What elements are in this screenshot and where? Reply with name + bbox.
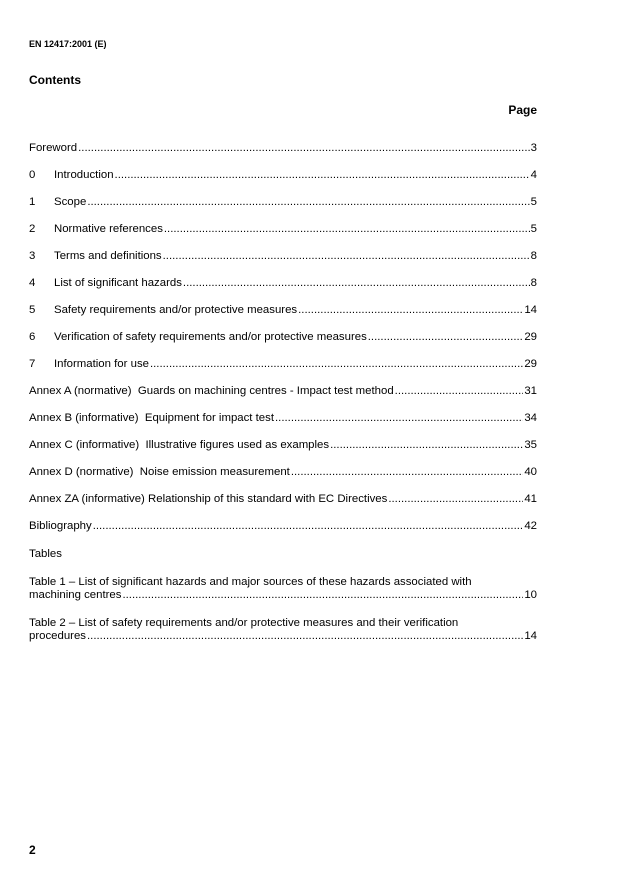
toc-entry-annex-d[interactable] <box>29 466 537 493</box>
dot-leader <box>330 439 523 452</box>
tables-heading: Tables <box>29 548 62 560</box>
toc-entry-page: 35 <box>524 439 537 451</box>
dot-leader <box>87 630 523 643</box>
dot-leader <box>183 277 530 290</box>
toc-entry-title: Foreword <box>29 142 78 154</box>
toc-entry-terms-definitions[interactable] <box>29 250 537 277</box>
toc-entry-title: Terms and definitions <box>54 250 162 262</box>
toc-entry-number: 0 <box>29 169 36 181</box>
contents-title: Contents <box>29 73 81 87</box>
toc-entry-title: Annex B (informative) Equipment for impact test <box>29 412 274 424</box>
toc-entry-verification[interactable] <box>29 331 537 358</box>
dot-leader <box>164 223 530 236</box>
dot-leader <box>93 520 524 533</box>
dot-leader <box>291 466 524 479</box>
table-entry-title: Table 2 – List of safety requirements and/or protective measures and their verification <box>29 617 459 629</box>
toc-entry-annex-za[interactable] <box>29 493 537 520</box>
toc-entry-number: 1 <box>29 196 36 208</box>
toc-entry-scope[interactable] <box>29 196 537 223</box>
toc-entry-page: 5 <box>530 223 537 235</box>
dot-leader <box>388 493 523 506</box>
toc-entry-page: 29 <box>524 331 537 343</box>
toc-entry-title: Introduction <box>54 169 114 181</box>
toc-entry-number: 4 <box>29 277 36 289</box>
toc-entry-page: 42 <box>524 520 537 532</box>
dot-leader <box>395 385 524 398</box>
toc-entry-page: 40 <box>524 466 537 478</box>
toc-entry-foreword[interactable] <box>29 142 537 169</box>
dot-leader <box>87 196 529 209</box>
toc-entry-title: Annex A (normative) Guards on machining centres - Impact test method <box>29 385 394 397</box>
toc-entry-title: Information for use <box>54 358 149 370</box>
table-list-entry-1[interactable] <box>29 576 537 602</box>
toc-entry-number: 7 <box>29 358 36 370</box>
toc-entry-annex-c[interactable] <box>29 439 537 466</box>
dot-leader <box>368 331 524 344</box>
toc-entry-title: Verification of safety requirements and/or protective measures <box>54 331 367 343</box>
toc-entry-page: 4 <box>530 169 537 181</box>
toc-entry-page: 34 <box>524 412 537 424</box>
toc-entry-safety-requirements[interactable] <box>29 304 537 331</box>
toc-entry-introduction[interactable] <box>29 169 537 196</box>
toc-entry-title: Bibliography <box>29 520 92 532</box>
toc-entry-title: Scope <box>54 196 87 208</box>
toc-entry-bibliography[interactable] <box>29 520 537 547</box>
document-id: EN 12417:2001 (E) <box>29 39 107 49</box>
toc-entry-title: Annex ZA (informative) Relationship of this standard with EC Directives <box>29 493 388 505</box>
toc-entry-title: Normative references <box>54 223 163 235</box>
toc-entry-number: 5 <box>29 304 36 316</box>
dot-leader <box>150 358 523 371</box>
toc-entry-title: Annex D (normative) Noise emission measurement <box>29 466 290 478</box>
toc-entry-information-for-use[interactable] <box>29 358 537 385</box>
toc-entry-annex-b[interactable] <box>29 412 537 439</box>
page-number: 2 <box>29 843 36 857</box>
dot-leader <box>163 250 530 263</box>
table-entry-title-continued: procedures <box>29 630 86 642</box>
toc-entry-title: Annex C (informative) Illustrative figures used as examples <box>29 439 330 451</box>
dot-leader <box>115 169 530 182</box>
table-of-contents <box>29 142 537 547</box>
page-column-heading: Page <box>508 103 537 117</box>
toc-entry-page: 41 <box>524 493 537 505</box>
toc-entry-title: List of significant hazards <box>54 277 182 289</box>
toc-entry-page: 14 <box>524 304 537 316</box>
toc-entry-number: 3 <box>29 250 36 262</box>
table-list-entry-2[interactable] <box>29 617 537 643</box>
dot-leader <box>122 589 523 602</box>
toc-entry-page: 3 <box>530 142 537 154</box>
dot-leader <box>298 304 523 317</box>
dot-leader <box>78 142 530 155</box>
toc-entry-page: 5 <box>530 196 537 208</box>
table-entry-title-continued: machining centres <box>29 589 122 601</box>
toc-entry-number: 6 <box>29 331 36 343</box>
toc-entry-normative-references[interactable] <box>29 223 537 250</box>
toc-entry-page: 8 <box>530 277 537 289</box>
toc-entry-page: 31 <box>524 385 537 397</box>
table-entry-page: 14 <box>524 630 537 642</box>
toc-entry-annex-a[interactable] <box>29 385 537 412</box>
table-entry-title: Table 1 – List of significant hazards and major sources of these hazards associated with <box>29 576 472 588</box>
toc-entry-page: 8 <box>530 250 537 262</box>
toc-entry-page: 29 <box>524 358 537 370</box>
table-entry-page: 10 <box>524 589 537 601</box>
toc-entry-significant-hazards[interactable] <box>29 277 537 304</box>
toc-entry-title: Safety requirements and/or protective measures <box>54 304 298 316</box>
dot-leader <box>275 412 523 425</box>
toc-entry-number: 2 <box>29 223 36 235</box>
